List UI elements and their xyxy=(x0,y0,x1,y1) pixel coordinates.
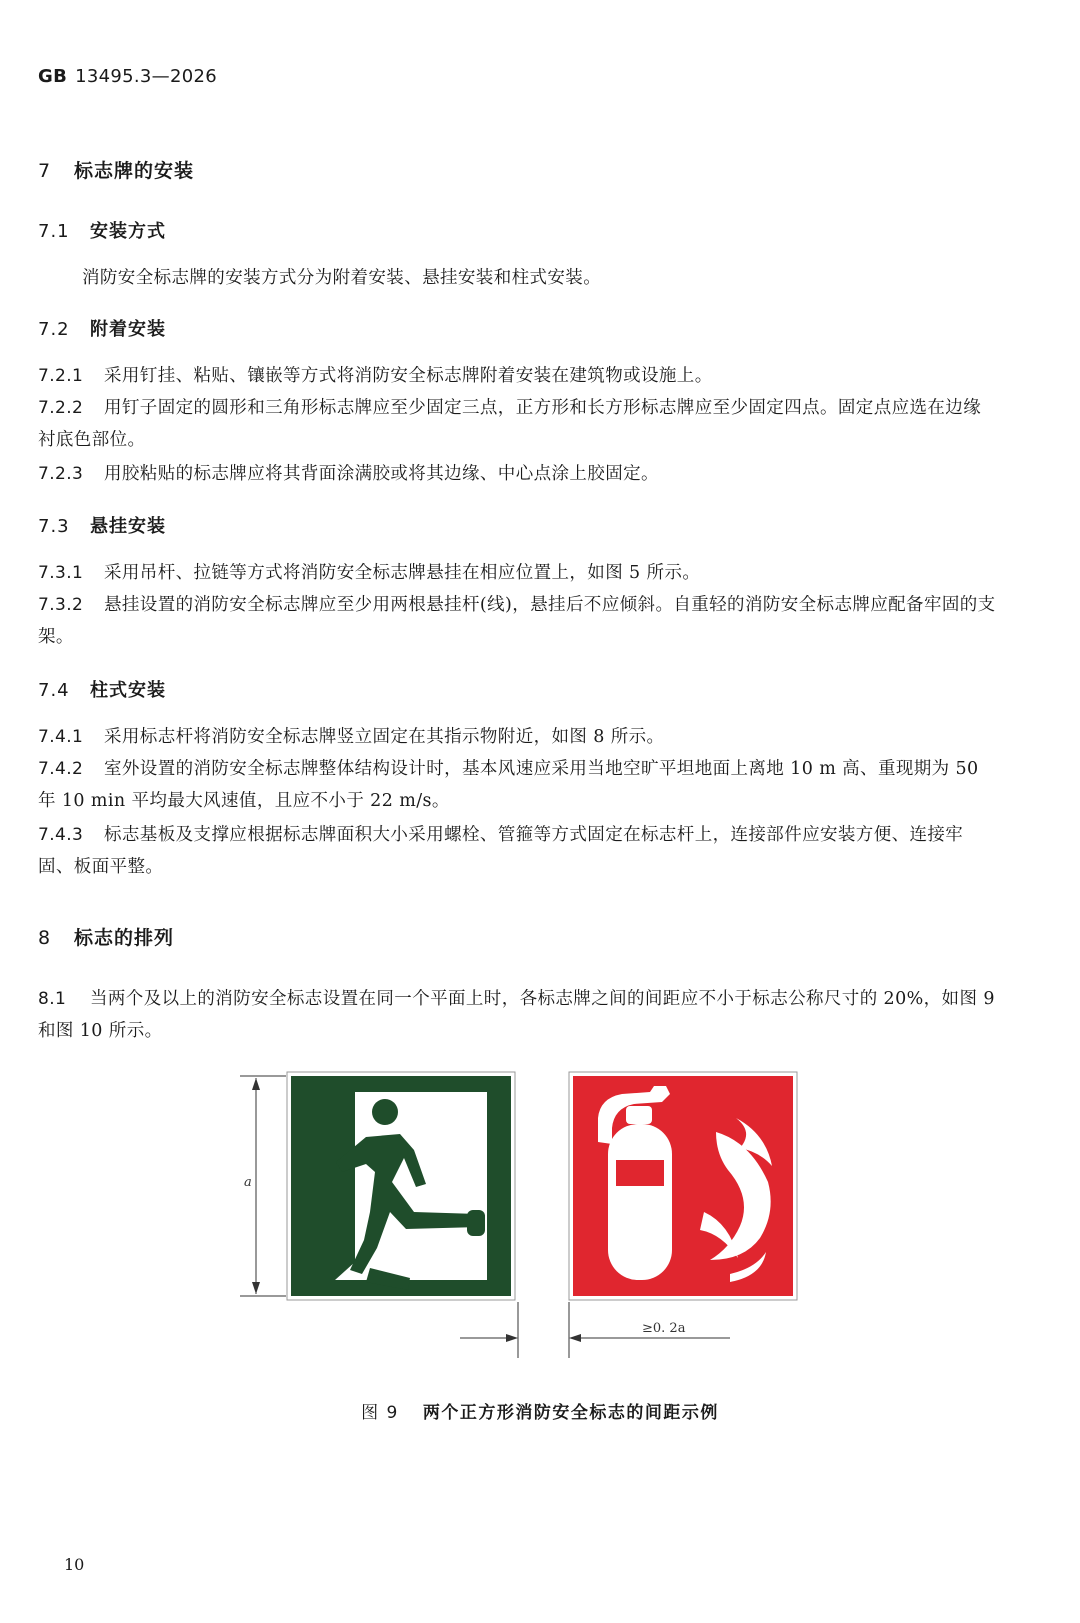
dimension-a-marker xyxy=(240,1076,286,1296)
fire-extinguisher-icon xyxy=(569,1072,797,1300)
section-7-3-heading xyxy=(38,512,166,538)
clause-text: 室外设置的消防安全标志牌整体结构设计时，基本风速应采用当地空旷平坦地面上离地 10 m 高、重现期为 50 年 10 min 平均最大风速值，且应不小于 22 m/s。 xyxy=(38,759,979,811)
section-number: 7 xyxy=(38,160,52,182)
clause-7-2-2 xyxy=(38,392,998,456)
standard-number: 13495.3—2026 xyxy=(75,66,217,87)
standard-code xyxy=(38,66,217,87)
section-title: 标志牌的安装 xyxy=(74,160,195,182)
clause-number: 7.2.2 xyxy=(38,398,84,418)
spacing-label: ≥0. 2a xyxy=(642,1321,686,1336)
clause-7-4-3 xyxy=(38,819,998,883)
figure-caption xyxy=(0,1398,1080,1423)
standard-prefix: GB xyxy=(38,66,68,87)
figure-caption-text: 两个正方形消防安全标志的间距示例 xyxy=(422,1403,719,1423)
section-title: 安装方式 xyxy=(90,221,166,242)
clause-text: 用钉子固定的圆形和三角形标志牌应至少固定三点，正方形和长方形标志牌应至少固定四点。固定点应选在边缘衬底色部位。 xyxy=(38,398,982,450)
section-7-2-heading xyxy=(38,315,166,341)
clause-7-3-2 xyxy=(38,589,998,653)
clause-number: 7.2.1 xyxy=(38,366,84,386)
page-number: 10 xyxy=(64,1555,85,1574)
dimension-a-label: a xyxy=(244,1175,252,1190)
section-title: 附着安装 xyxy=(90,319,166,340)
clause-text: 标志基板及支撑应根据标志牌面积大小采用螺栓、管箍等方式固定在标志杆上，连接部件应安装方便、连接牢固、板面平整。 xyxy=(38,825,964,877)
clause-text: 采用标志杆将消防安全标志牌竖立固定在其指示物附近，如图 8 所示。 xyxy=(104,727,665,747)
clause-number: 7.3.1 xyxy=(38,563,84,583)
clause-7-2-1 xyxy=(38,360,713,392)
section-number: 7.3 xyxy=(38,516,70,537)
clause-text: 悬挂设置的消防安全标志牌应至少用两根悬挂杆(线)，悬挂后不应倾斜。自重轻的消防安全标志牌应配备牢固的支架。 xyxy=(38,595,996,647)
section-title: 柱式安装 xyxy=(90,680,166,701)
section-number: 7.1 xyxy=(38,221,70,242)
figure-caption-number: 图 9 xyxy=(361,1403,399,1423)
section-number: 7.2 xyxy=(38,319,70,340)
clause-7-2-3 xyxy=(38,458,659,490)
figure-9-diagram xyxy=(230,1062,830,1362)
clause-number: 8.1 xyxy=(38,989,67,1009)
section-number: 8 xyxy=(38,927,52,949)
section-title: 悬挂安装 xyxy=(90,516,166,537)
clause-number: 7.2.3 xyxy=(38,464,84,484)
emergency-exit-icon xyxy=(287,1072,515,1300)
clause-7-3-1 xyxy=(38,557,700,589)
clause-number: 7.4.3 xyxy=(38,825,84,845)
spacing-dimension-marker xyxy=(460,1302,730,1358)
clause-text: 采用吊杆、拉链等方式将消防安全标志牌悬挂在相应位置上，如图 5 所示。 xyxy=(104,563,701,583)
clause-7-4-1 xyxy=(38,721,664,753)
clause-number: 7.4.2 xyxy=(38,759,84,779)
section-title: 标志的排列 xyxy=(74,927,175,949)
section-8-heading xyxy=(38,923,174,950)
clause-number: 7.4.1 xyxy=(38,727,84,747)
section-7-heading xyxy=(38,156,194,183)
section-number: 7.4 xyxy=(38,680,70,701)
section-7-1-heading xyxy=(38,217,166,243)
paragraph-7-1: 消防安全标志牌的安装方式分为附着安装、悬挂安装和柱式安装。 xyxy=(82,268,602,288)
section-7-4-heading xyxy=(38,676,166,702)
clause-8-1 xyxy=(38,983,998,1047)
clause-text: 当两个及以上的消防安全标志设置在同一个平面上时，各标志牌之间的间距应不小于标志公称尺寸的 20%，如图 9 和图 10 所示。 xyxy=(38,989,995,1041)
clause-number: 7.3.2 xyxy=(38,595,84,615)
clause-text: 用胶粘贴的标志牌应将其背面涂满胶或将其边缘、中心点涂上胶固定。 xyxy=(104,464,659,484)
clause-text: 采用钉挂、粘贴、镶嵌等方式将消防安全标志牌附着安装在建筑物或设施上。 xyxy=(104,366,713,386)
clause-7-4-2 xyxy=(38,753,998,817)
